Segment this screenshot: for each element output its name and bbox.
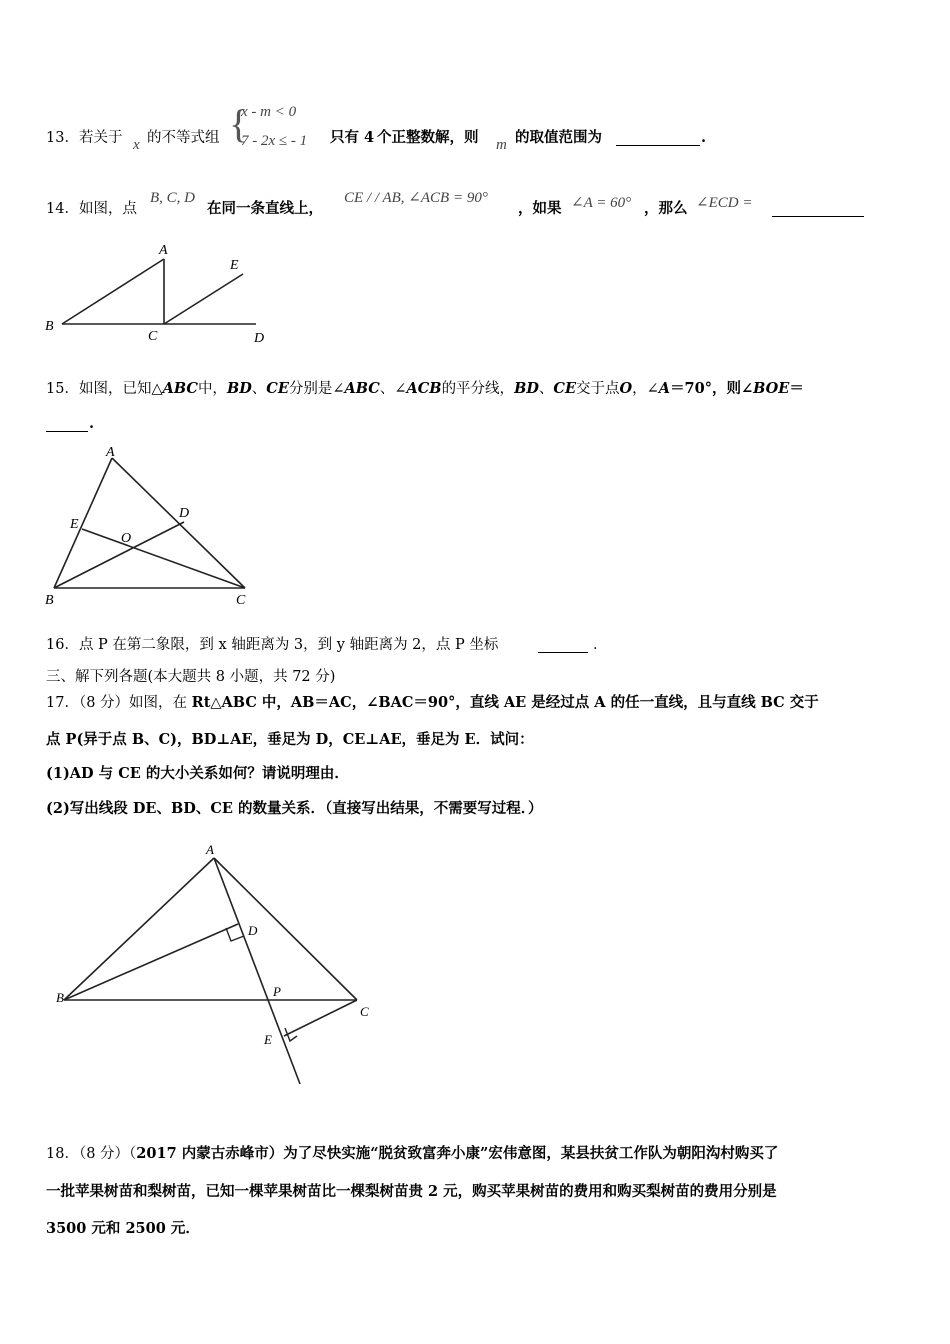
q13-answer-blank[interactable] (616, 131, 700, 146)
q14-prefix: 14．如图，点 (46, 201, 137, 217)
q13-suffix: 的取值范围为 (515, 129, 602, 146)
q15-part: CE (553, 380, 576, 397)
q18-line1-a: 18．（8 分）（ (46, 1146, 137, 1162)
q13-inequality-1: x - m < 0 (241, 104, 297, 120)
q18-line1-b: 2017 内蒙古赤峰市）为了尽快实施“脱贫致富奔小康”宏伟意图，某县扶贫工作队为朝阳沟村购买了 (136, 1145, 779, 1162)
q15-part: CE (266, 380, 289, 397)
q17-part-1: (1)AD 与 CE 的大小关系如何？请说明理由． (46, 765, 349, 782)
q15-label-e: E (70, 517, 79, 532)
q13-inequality-2: 7 - 2x ≤ - 1 (241, 133, 308, 149)
q13-count: 4 (364, 129, 375, 146)
q17-part-2: (2)写出线段 DE、BD、CE 的数量关系．（直接写出结果，不需要写过程．） (46, 800, 543, 817)
q15-figure (40, 440, 270, 610)
q17-label-a: A (206, 842, 214, 857)
q14-angle-ecd: ∠ECD = (696, 195, 753, 211)
q14-label-d: D (254, 331, 265, 346)
q18-line-2: 一批苹果树苗和梨树苗，已知一棵苹果树苗比一棵梨树苗贵 2 元，购买苹果树苗的费用和购买梨树苗的费用分别是 (46, 1183, 777, 1200)
q15-part: ABC (162, 380, 198, 397)
q15-part: ACB (406, 380, 442, 397)
q17-label-c: C (360, 1004, 369, 1019)
q14-points: B, C, D (150, 190, 195, 206)
q14-label-e: E (230, 258, 239, 273)
q15-part: O (619, 380, 633, 397)
q15-part: BD (514, 380, 539, 397)
q15-part: 交于点 (576, 381, 620, 397)
q17-line1-a: 17．（8 分）如图，在 (46, 695, 192, 711)
q15-part: ，∠ (632, 381, 659, 397)
q13-prefix: 13．若关于 (46, 130, 123, 146)
q13-brace-icon: { (229, 101, 249, 146)
question-15-line (46, 380, 804, 398)
q14-angle-a: ∠A = 60° (571, 195, 632, 211)
q15-label-b: B (45, 593, 54, 608)
q18-line-3: 3500 元和 2500 元． (46, 1220, 200, 1237)
q13-after: 只有 (330, 129, 359, 146)
q15-part: BD (226, 380, 252, 397)
q15-label-c: C (236, 593, 246, 608)
q17-label-p: P (273, 984, 281, 999)
q15-part: 、∠ (379, 381, 407, 397)
q15-part: 15．如图，已知△ (46, 381, 163, 397)
q14-answer-blank[interactable] (772, 202, 864, 217)
q17-line-1 (46, 694, 819, 712)
q15-label-d: D (179, 506, 190, 521)
q17-figure (40, 838, 380, 1088)
q13-middle: 的不等式组 (147, 130, 220, 146)
q17-line-2: 点 P(异于点 B、C)，BD⊥AE，垂足为 D，CE⊥AE，垂足为 E．试问： (46, 731, 534, 748)
q17-line1-b: Rt△ABC 中，AB＝AC，∠BAC＝90°，直线 AE 是经过点 A 的任一直线，且与直线 BC 交于 (191, 694, 819, 711)
q14-then: ，那么 (644, 200, 688, 217)
q14-figure (40, 238, 280, 348)
section-3-title: 三、解下列各题(本大题共 8 小题，共 72 分) (46, 669, 336, 685)
q15-answer-blank[interactable] (46, 417, 88, 432)
q15-part: A (658, 380, 671, 397)
q15-label-o: O (121, 531, 132, 546)
q15-part: 、 (538, 381, 554, 397)
q18-line-1 (46, 1145, 778, 1163)
q15-part: 的平分线， (441, 381, 515, 397)
q15-part: ＝ (789, 380, 804, 397)
q17-label-e: E (264, 1032, 272, 1047)
q14-label-a: A (159, 243, 168, 258)
q15-part: 分别是∠ (288, 381, 345, 397)
q15-label-a: A (106, 445, 115, 460)
q16-text: 16．点 P 在第二象限，到 x 轴距离为 3，到 y 轴距离为 2，点 P 坐标 (46, 637, 499, 653)
q14-if: ，如果 (518, 200, 562, 217)
q13-var-x: x (133, 137, 140, 153)
q16-end: ． (593, 637, 608, 653)
q15-part: ＝70°，则∠ (670, 380, 754, 397)
q14-middle: 在同一条直线上， (207, 200, 323, 217)
q15-end: . (89, 415, 95, 432)
q13-after2: 个正整数解，则 (377, 129, 479, 146)
q13-end: . (701, 129, 707, 146)
q16-answer-blank[interactable] (538, 638, 588, 653)
q13-var-m: m (496, 137, 507, 153)
q15-part: BOE (753, 380, 790, 397)
q15-part: ABC (344, 380, 380, 397)
q14-label-b: B (45, 319, 54, 334)
q14-condition: CE / / AB, ∠ACB = 90° (344, 190, 488, 206)
q15-part: 中， (197, 381, 227, 397)
q17-label-d: D (248, 923, 258, 938)
q14-label-c: C (148, 329, 158, 344)
q17-label-b: B (56, 990, 64, 1005)
q15-part: 、 (251, 381, 267, 397)
